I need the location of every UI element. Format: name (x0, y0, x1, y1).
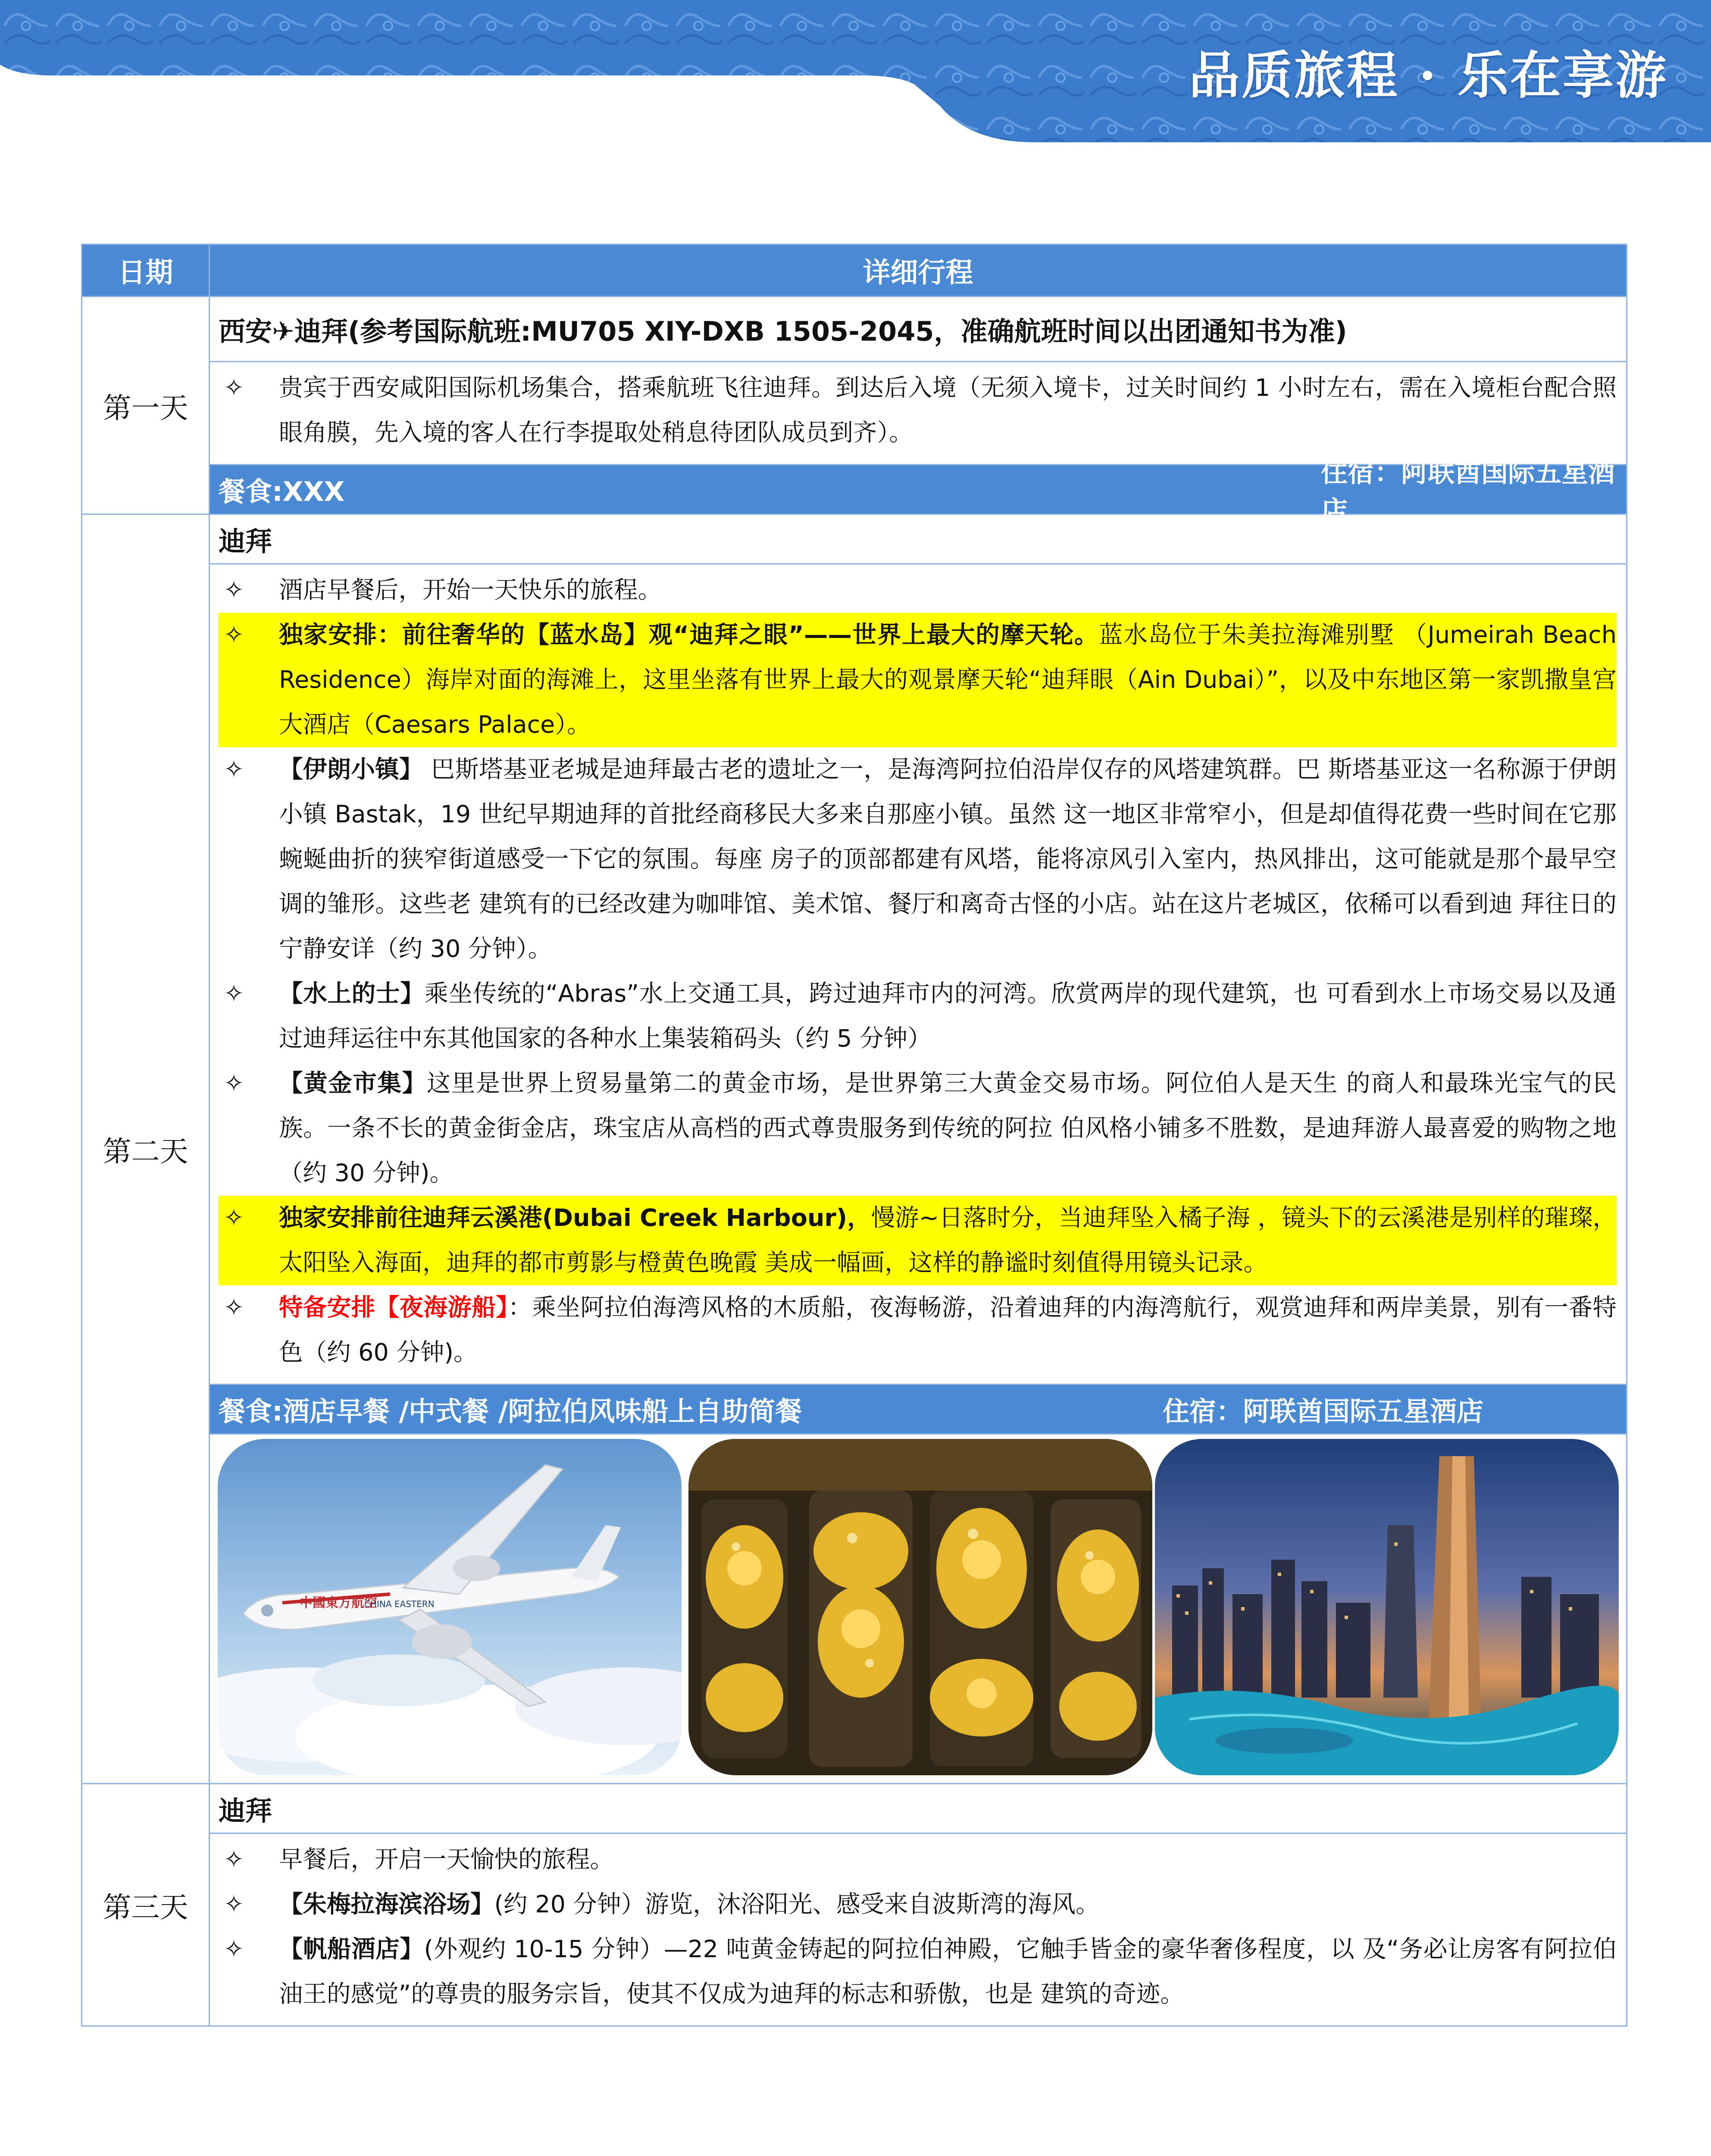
item-text: 乘坐传统的“Abras”水上交通工具，跨过迪拜市内的河湾。欣赏两岸的现代建筑，也 可看到水上市场交易以及通过迪拜运往中东其他国家的各种水上集装箱码头（约 5 分钟） (279, 980, 1617, 1053)
itinerary-table (81, 244, 1627, 2027)
item-lead-red: 特备安排【夜海游船】 (279, 1294, 508, 1322)
list-item (219, 747, 1617, 971)
column-header-detail: 详细行程 (210, 244, 1627, 297)
list-item (219, 1061, 1617, 1196)
day3-items-row (82, 1833, 1627, 2026)
day1-route: 西安✈迪拜(参考国际航班:MU705 XIY-DXB 1505-2045，准确航班时间以出团通知书为准) (210, 297, 1627, 362)
airline-logo-cn: 中國東方航空 (300, 1595, 377, 1611)
item-lead: 【朱梅拉海滨浴场】 (279, 1890, 494, 1918)
diamond-bullet-icon: ✧ (224, 1294, 244, 1322)
item-text: 贵宾于西安咸阳国际机场集合，搭乘航班飞往迪拜。到达后入境（无须入境卡，过关时间约 1 小时左右，需在入境柜台配合照眼角膜，先入境的客人在行李提取处稍息待团队成员到齐）。 (279, 374, 1617, 447)
item-text: 蓝水岛位于朱美拉海滩别墅 （Jumeirah Beach Residence）海岸对面的海滩上，这里坐落有世界上最大的观景摩天轮“迪拜眼（Ain Dubai）”，以及中东地区第一家凯撒皇宫大酒店（Caesars Palace）。 (279, 621, 1617, 739)
list-item (219, 1837, 1617, 1882)
diamond-bullet-icon: ✧ (224, 621, 244, 649)
column-header-date: 日期 (82, 244, 210, 297)
day1-meal: 餐食:XXX (219, 476, 345, 508)
item-lead: 【伊朗小镇】 (279, 755, 423, 783)
airline-logo-en: CHINA EASTERN (364, 1599, 435, 1609)
day1-route-row (82, 297, 1627, 362)
item-text: 慢游~日落时分，当迪拜坠入橘子海 ，镜头下的云溪港是别样的璀璨，太阳坠入海面，迪拜的都市剪影与橙黄色晚霞 美成一幅画，这样的静谧时刻值得用镜头记录。 (279, 1204, 1617, 1277)
item-text: 早餐后，开启一天愉快的旅程。 (279, 1846, 614, 1874)
diamond-bullet-icon: ✧ (224, 1069, 244, 1097)
list-item (219, 1927, 1617, 2017)
day3-label: 第三天 (82, 1784, 210, 2026)
day1-meal-row (82, 465, 1627, 514)
day1-stay: 住宿：阿联酋国际五星酒店 (1321, 457, 1615, 526)
item-text: 酒店早餐后，开始一天快乐的旅程。 (279, 576, 662, 604)
list-item (219, 971, 1617, 1061)
day1-items-row (82, 362, 1627, 465)
diamond-bullet-icon: ✧ (224, 980, 244, 1008)
day2-item-list (210, 564, 1627, 1385)
diamond-bullet-icon: ✧ (224, 1935, 244, 1963)
day1-label: 第一天 (82, 297, 210, 514)
day2-items-row (82, 564, 1627, 1385)
list-item (219, 1882, 1617, 1927)
list-item-highlighted (219, 1196, 1617, 1285)
header-slogan: 品质旅程 · 乐在享游 (1189, 45, 1668, 105)
list-item (219, 568, 1617, 613)
diamond-bullet-icon: ✧ (224, 755, 244, 783)
item-text: (外观约 10-15 分钟）—22 吨黄金铸起的阿拉伯神殿，它触手皆金的豪华奢侈程度，以 及“务必让房客有阿拉伯油王的感觉”的尊贵的服务宗旨，使其不仅成为迪拜的标志和骄傲，也是 建筑的奇迹。 (279, 1935, 1617, 2008)
day2-meal-bar (210, 1385, 1627, 1434)
diamond-bullet-icon: ✧ (224, 576, 244, 604)
day2-route: 迪拜 (210, 514, 1627, 564)
item-lead: 【帆船酒店】 (279, 1935, 424, 1963)
item-lead: 【黄金市集】 (279, 1069, 427, 1097)
list-item (219, 366, 1617, 455)
item-text: ：乘坐阿拉伯海湾风格的木质船，夜海畅游，沿着迪拜的内海湾航行，观赏迪拜和两岸美景，别有一番特色（约 60 分钟)。 (279, 1294, 1617, 1366)
list-item-highlighted (219, 613, 1617, 747)
item-text: 这里是世界上贸易量第二的黄金市场，是世界第三大黄金交易市场。阿位伯人是天生 的商人和最珠光宝气的民族。一条不长的黄金街金店，珠宝店从高档的西式尊贵服务到传统的阿拉 伯风格小铺多不胜数，是迪拜游人最喜爱的购物之地（约 30 分钟)。 (279, 1069, 1617, 1187)
header-banner (0, 0, 1711, 142)
day2-meal-row (82, 1385, 1627, 1434)
diamond-bullet-icon: ✧ (224, 1890, 244, 1918)
day2-stay: 住宿：阿联酋国际五星酒店 (1163, 1395, 1484, 1427)
diamond-bullet-icon: ✧ (224, 374, 244, 402)
list-item (219, 1285, 1617, 1375)
diamond-bullet-icon: ✧ (224, 1846, 244, 1874)
gold-market-photo (688, 1439, 1152, 1775)
photo-strip (210, 1434, 1627, 1784)
item-text: 巴斯塔基亚老城是迪拜最古老的遗址之一，是海湾阿拉伯沿岸仅存的风塔建筑群。巴 斯塔基亚这一名称源于伊朗小镇 Bastak，19 世纪早期迪拜的首批经商移民大多来自那座小镇。虽然 这一地区非常窄小，但是却值得花费一些时间在它那蜿蜒曲折的狭窄街道感受一下它的氛围。每座 房子的顶部都建有风塔，能将凉风引入室内，热风排出，这可能就是那个最早空调的雏形。这些老 建筑有的已经改建为咖啡馆、美术馆、餐厅和离奇古怪的小店。站在这片老城区，依稀可以看到迪 拜往日的宁静安详（约 30 分钟）。 (279, 755, 1617, 963)
day3-route: 迪拜 (210, 1784, 1627, 1833)
airplane-photo (218, 1439, 682, 1775)
item-lead: 独家安排：前往奢华的【蓝水岛】观“迪拜之眼”——世界上最大的摩天轮。 (279, 621, 1099, 649)
item-text: (约 20 分钟）游览，沐浴阳光、感受来自波斯湾的海风。 (494, 1890, 1100, 1918)
table-header-row (82, 244, 1627, 297)
item-lead: 独家安排前往迪拜云溪港(Dubai Creek Harbour)， (279, 1204, 871, 1232)
dubai-marina-photo (1155, 1439, 1619, 1775)
diamond-bullet-icon: ✧ (224, 1204, 244, 1232)
item-lead: 【水上的士】 (279, 980, 425, 1008)
day2-label: 第二天 (82, 514, 210, 1784)
day2-meal: 餐食:酒店早餐 /中式餐 /阿拉伯风味船上自助简餐 (219, 1395, 802, 1427)
day2-photo-row (82, 1434, 1627, 1784)
day3-route-row (82, 1784, 1627, 1833)
day3-item-list (210, 1833, 1627, 2026)
day1-item-list (210, 362, 1627, 465)
day1-meal-bar (210, 457, 1627, 526)
